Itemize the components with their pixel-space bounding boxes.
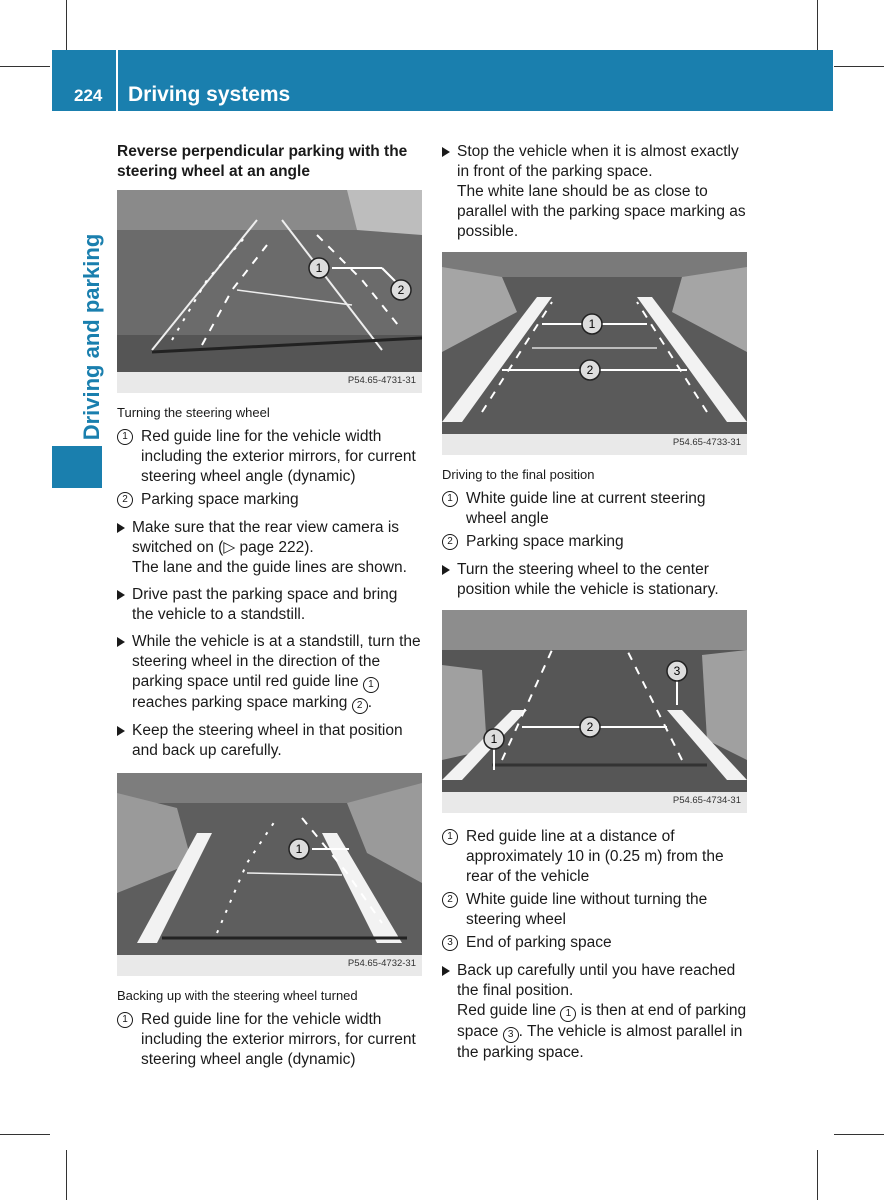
step-text: The lane and the guide lines are shown. bbox=[132, 559, 407, 576]
legend-item bbox=[117, 427, 423, 487]
item-text: White guide line without turning the steering wheel bbox=[466, 891, 708, 928]
step-text: Keep the steering wheel in that position and back up carefully. bbox=[132, 722, 403, 759]
item-text: White guide line at current steering wheel angle bbox=[466, 490, 706, 527]
camera-figure-3 bbox=[442, 252, 747, 455]
item-number: 2 bbox=[442, 892, 458, 908]
side-tab-block bbox=[52, 446, 102, 488]
step-text-part: . The vehicle is almost parallel in the parking space. bbox=[457, 1023, 743, 1061]
callout-2: 2 bbox=[586, 363, 594, 377]
item-number: 1 bbox=[442, 829, 458, 845]
step-text: Drive past the parking space and bring the vehicle to a standstill. bbox=[132, 586, 398, 623]
figure-caption: Driving to the final position bbox=[442, 467, 595, 482]
page-number: 224 bbox=[74, 86, 103, 105]
step-text-part: reaches parking space marking bbox=[132, 694, 352, 711]
section-heading: Reverse perpendicular parking with the steering wheel at an angle bbox=[117, 143, 408, 180]
step-text: Back up carefully until you have reached the final position. bbox=[457, 962, 736, 999]
step-text: The white lane should be as close to parallel with the parking space marking as possible. bbox=[457, 183, 746, 240]
legend-item bbox=[442, 532, 748, 552]
left-column bbox=[117, 142, 423, 1073]
item-number: 3 bbox=[442, 935, 458, 951]
step-text bbox=[457, 1001, 748, 1063]
item-text: Parking space marking bbox=[466, 533, 624, 550]
step-text-part: While the vehicle is at a standstill, turn the steering wheel in the direction of the parking space until red guide line bbox=[132, 633, 421, 690]
crop-mark bbox=[0, 1134, 50, 1135]
instruction-step bbox=[117, 632, 423, 714]
camera-figure-4 bbox=[442, 610, 747, 813]
step-text-part: is then at end of parking space bbox=[457, 1002, 747, 1040]
step-arrow-icon bbox=[442, 966, 450, 976]
item-text: End of parking space bbox=[466, 934, 612, 951]
figure-code: P54.65-4732-31 bbox=[347, 958, 416, 969]
figure-code: P54.65-4733-31 bbox=[672, 437, 741, 448]
figure-code: P54.65-4731-31 bbox=[347, 375, 416, 386]
right-column bbox=[442, 142, 748, 1070]
step-arrow-icon bbox=[117, 590, 125, 600]
crop-mark bbox=[834, 66, 884, 67]
camera-figure-1 bbox=[117, 190, 422, 393]
item-text: Red guide line at a distance of approximately 10 in (0.25 m) from the rear of the vehicle bbox=[466, 828, 724, 885]
legend-item bbox=[442, 489, 748, 529]
crop-mark bbox=[817, 0, 818, 50]
legend-item bbox=[442, 827, 748, 887]
header-divider bbox=[116, 50, 118, 111]
inline-number: 2 bbox=[352, 698, 368, 714]
callout-1: 1 bbox=[315, 261, 323, 275]
step-arrow-icon bbox=[117, 523, 125, 533]
crop-mark bbox=[66, 1150, 67, 1200]
instruction-step bbox=[117, 518, 423, 578]
item-number: 2 bbox=[117, 492, 133, 508]
item-text: Red guide line for the vehicle width including the exterior mirrors, for current steering wheel angle (dynamic) bbox=[141, 1011, 416, 1068]
instruction-step bbox=[117, 585, 423, 625]
item-text: Red guide line for the vehicle width including the exterior mirrors, for current steering wheel angle (dynamic) bbox=[141, 428, 416, 485]
item-text: Parking space marking bbox=[141, 491, 299, 508]
inline-number: 3 bbox=[503, 1027, 519, 1043]
inline-number: 1 bbox=[560, 1006, 576, 1022]
step-text bbox=[132, 632, 423, 714]
crop-mark bbox=[834, 1134, 884, 1135]
callout-2: 2 bbox=[397, 283, 405, 297]
crop-mark bbox=[817, 1150, 818, 1200]
camera-image-1 bbox=[117, 190, 422, 393]
camera-figure-2 bbox=[117, 773, 422, 976]
figure-caption: Backing up with the steering wheel turned bbox=[117, 988, 358, 1003]
item-number: 2 bbox=[442, 534, 458, 550]
item-number: 1 bbox=[117, 1012, 133, 1028]
item-number: 1 bbox=[442, 491, 458, 507]
callout-1: 1 bbox=[588, 317, 596, 331]
figure-caption: Turning the steering wheel bbox=[117, 405, 270, 420]
crop-mark bbox=[0, 66, 50, 67]
instruction-step bbox=[442, 961, 748, 1063]
camera-image-3 bbox=[442, 252, 747, 455]
crop-mark bbox=[66, 0, 67, 50]
legend-item bbox=[117, 490, 423, 510]
legend-item bbox=[442, 933, 748, 953]
callout-1: 1 bbox=[490, 732, 498, 746]
item-number: 1 bbox=[117, 429, 133, 445]
step-arrow-icon bbox=[117, 637, 125, 647]
camera-image-2 bbox=[117, 773, 422, 976]
chapter-title: Driving systems bbox=[128, 83, 291, 106]
step-text-part: . bbox=[367, 694, 373, 711]
step-arrow-icon bbox=[442, 147, 450, 157]
instruction-step bbox=[117, 721, 423, 761]
step-text: Stop the vehicle when it is almost exactly in front of the parking space. bbox=[457, 143, 739, 180]
side-tab-label: Driving and parking bbox=[79, 233, 104, 441]
inline-number: 1 bbox=[363, 677, 379, 693]
camera-image-4 bbox=[442, 610, 747, 813]
legend-item bbox=[442, 890, 748, 930]
step-text: Make sure that the rear view camera is switched on (▷ page 222). bbox=[132, 519, 400, 556]
instruction-step bbox=[442, 142, 748, 242]
instruction-step bbox=[442, 560, 748, 600]
step-text: Turn the steering wheel to the center position while the vehicle is stationary. bbox=[457, 561, 719, 598]
step-text-part: Red guide line bbox=[457, 1002, 561, 1019]
callout-2: 2 bbox=[586, 720, 594, 734]
callout-1: 1 bbox=[295, 842, 303, 856]
step-arrow-icon bbox=[117, 726, 125, 736]
callout-3: 3 bbox=[673, 664, 681, 678]
step-arrow-icon bbox=[442, 565, 450, 575]
figure-code: P54.65-4734-31 bbox=[672, 795, 741, 806]
legend-item bbox=[117, 1010, 423, 1070]
